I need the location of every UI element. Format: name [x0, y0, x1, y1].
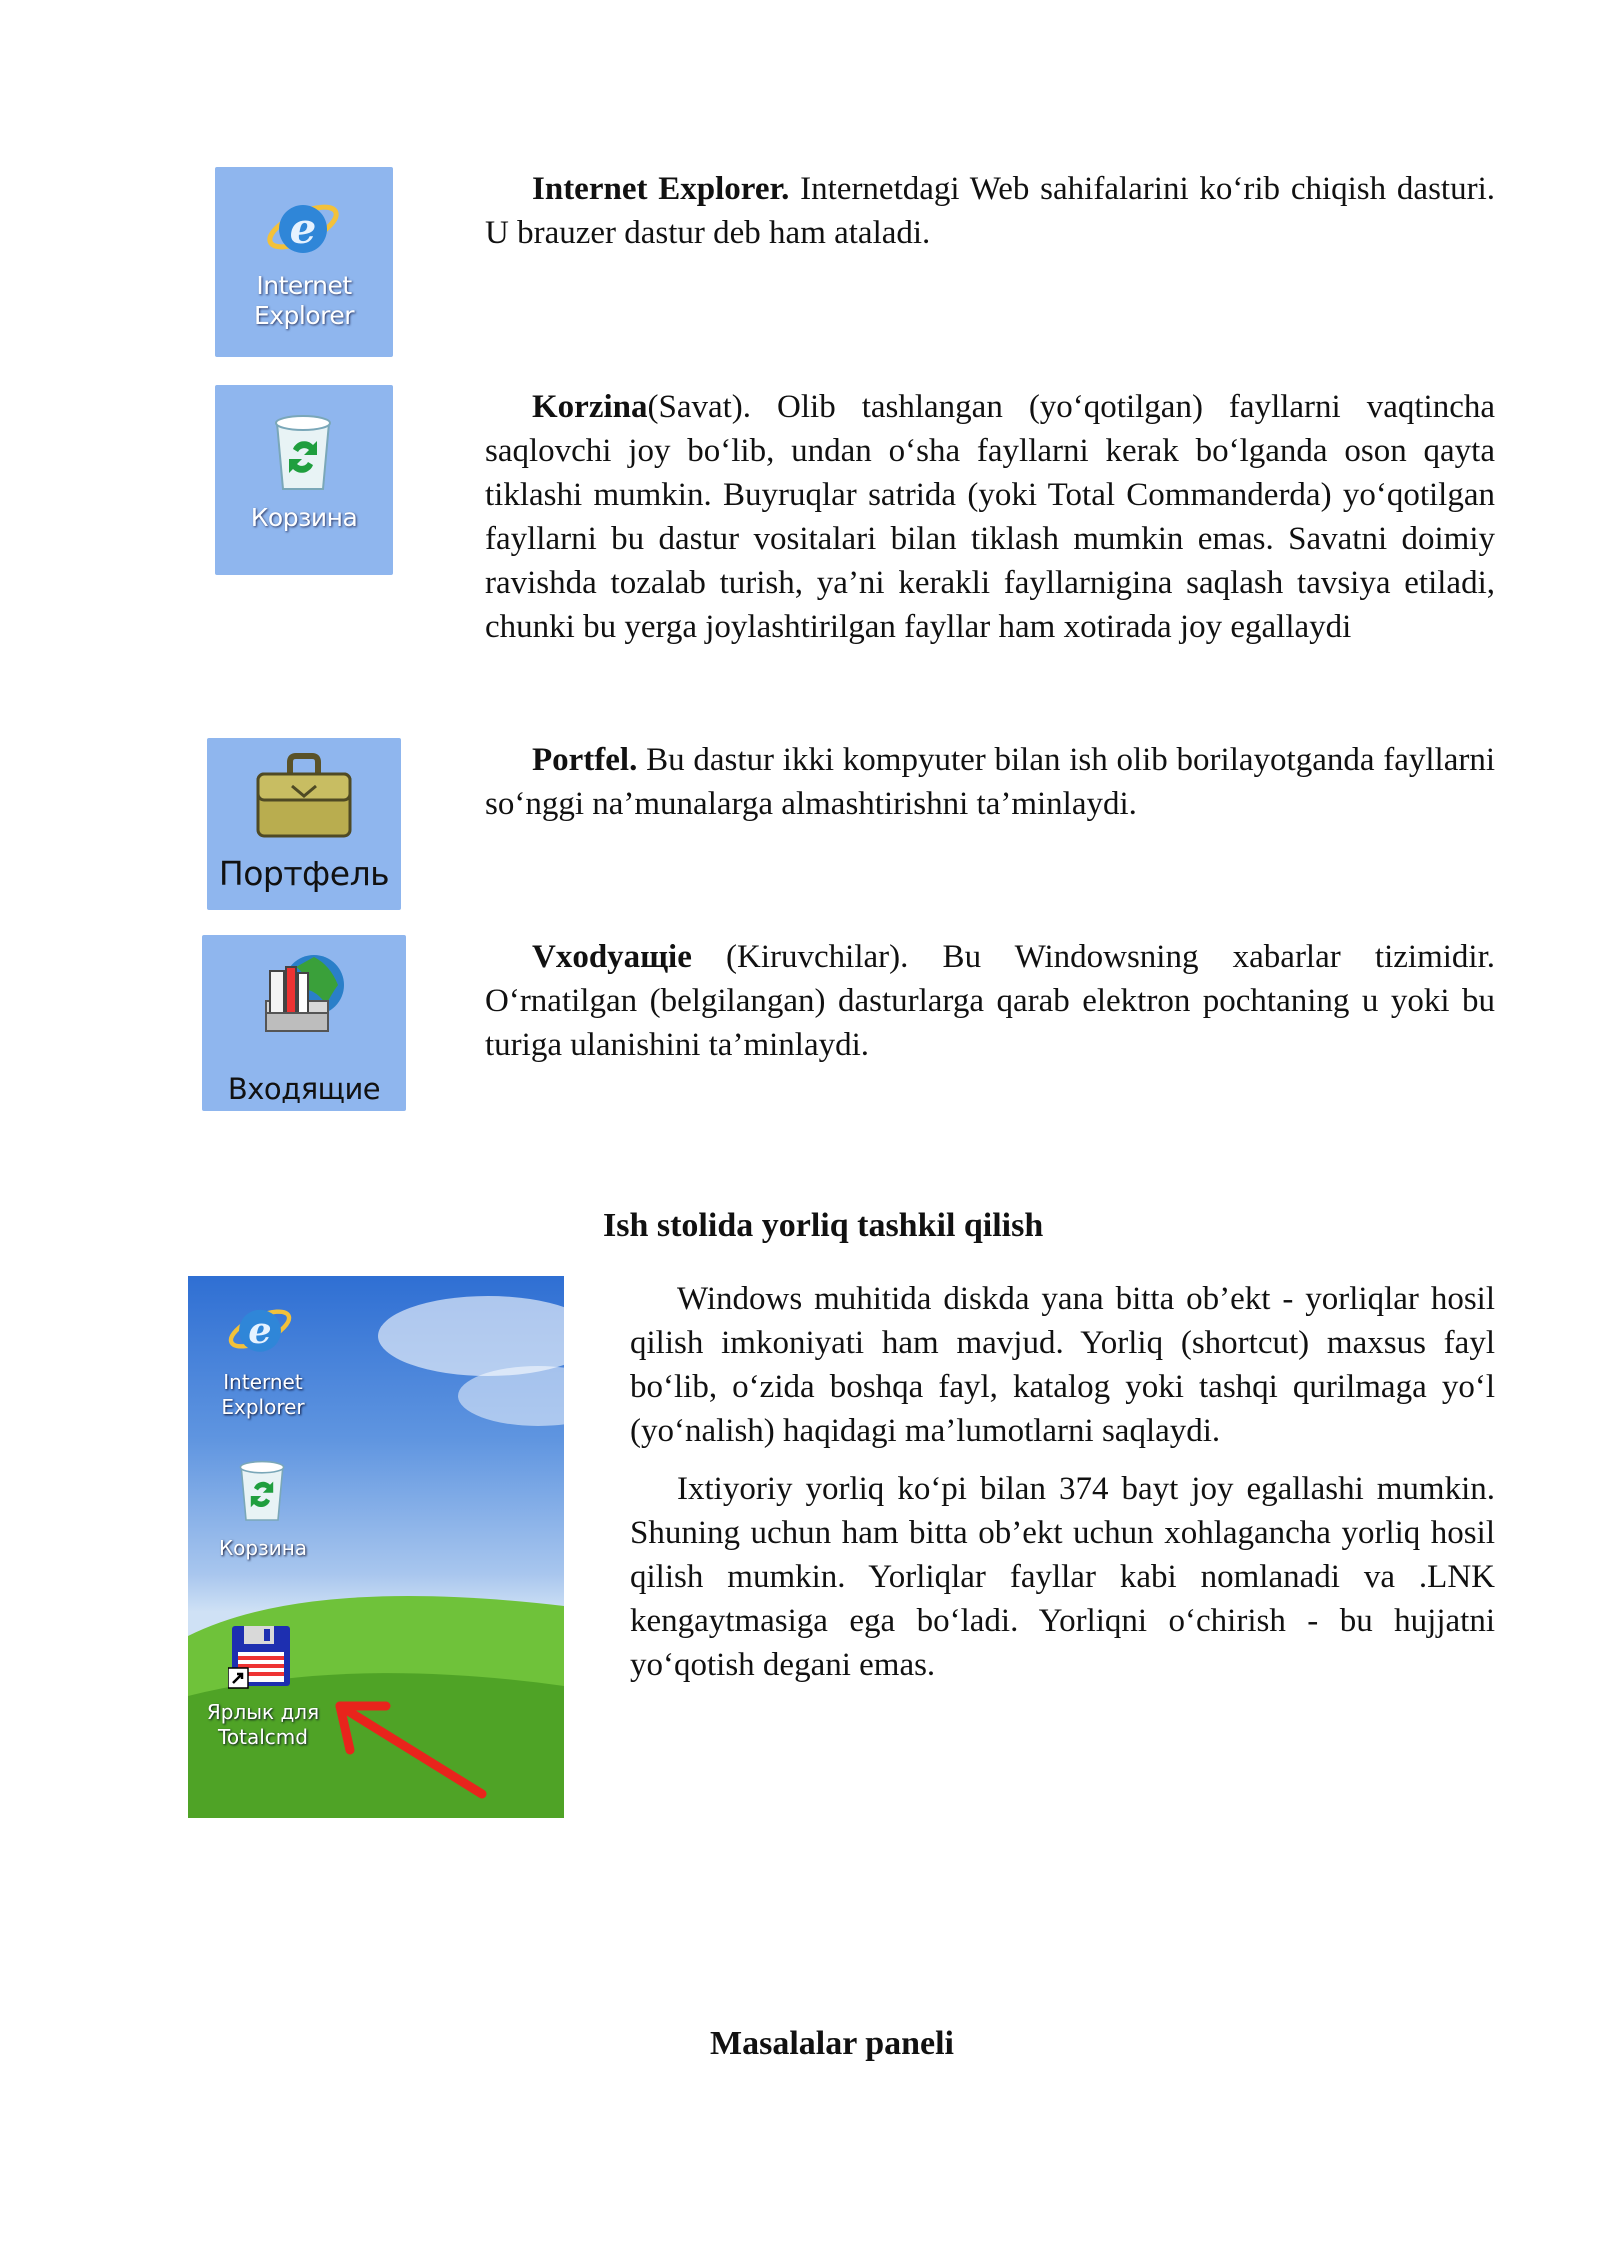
svg-text:e: e [248, 1308, 272, 1352]
briefcase-icon [252, 752, 356, 842]
briefcase-icon-tile [207, 738, 401, 910]
korzina-title: Korzina [532, 389, 648, 425]
portfel-title: Portfel. [532, 742, 638, 778]
ie-description [485, 167, 1495, 255]
ie-icon-label-line1: Internet [256, 271, 352, 300]
desktop-recycle-bin-label: Корзина [218, 1536, 308, 1560]
ie-title: Internet Explorer. [532, 171, 790, 207]
desktop-screenshot [188, 1276, 564, 1818]
desktop-totalcmd-label-line2: Totalcmd [218, 1725, 308, 1749]
recycle-bin-icon-tile [215, 385, 393, 575]
internet-explorer-icon [263, 187, 343, 267]
shortcut-paragraph-2: Ixtiyoriy yorliq ko‘pi bilan 374 bayt joy egallashi mumkin. Shuning uchun ham bitta ob’ekt uchun xohlagancha yorliq hosil qilish mumkin. Yorliqlar fayllar kabi nomlanadi va .LNK kengaytmasiga ega bo‘ladi. Yorliqni o‘chirish - bu hujjatni yo‘qotish degani emas. [630, 1471, 1495, 1683]
desktop-ie-label-line1: Internet [223, 1370, 303, 1394]
portfel-body: Bu dastur ikki kompyuter bilan ish olib borilayotganda fayllarni so‘nggi na’munalarga almashtirishni ta’minlaydi. [485, 742, 1495, 822]
inbox-icon-tile [202, 935, 406, 1111]
internet-explorer-icon-tile [215, 167, 393, 357]
korzina-body: (Savat). Olib tashlangan (yo‘qotilgan) fayllarni vaqtincha saqlovchi joy bo‘lib, undan o‘sha fayllarni kerak bo‘lganda oson qayta tiklashi mumkin. Buyruqlar satrida (yoki Total Commanderda) yo‘qotilgan fayllarni bu dastur vositalari bilan tiklash mumkin emas. Savatni doimiy ravishda tozalab turish, ya’ni kerakli fayllarnigina saqlash tavsiya etiladi, chunki bu yerga joylashtirilgan fayllar ham xotirada joy egallaydi [485, 389, 1495, 645]
inbox-icon [256, 945, 356, 1045]
shortcut-description [630, 1277, 1495, 1687]
masalalar-paneli-heading: Masalalar paneli [710, 2025, 954, 2062]
recycle-bin-icon [263, 409, 343, 499]
ie-icon-label-line2: Explorer [253, 301, 355, 330]
briefcase-icon-label: Портфель [218, 854, 390, 893]
ie-body: Internetdagi Web sahifalarini ko‘rib chiqish dasturi. U brauzer dastur deb ham ataladi. [485, 171, 1495, 251]
vxodyashie-description [485, 935, 1495, 1067]
portfel-description [485, 738, 1495, 826]
vxodyashie-title: Vxodyaщie [532, 939, 692, 975]
desktop-totalcmd-shortcut-icon[interactable] [228, 1624, 294, 1690]
desktop-totalcmd-label-line1: Ярлык для [206, 1700, 320, 1724]
red-pointer-arrow [316, 1676, 516, 1816]
shortcut-section-heading: Ish stolida yorliq tashkil qilish [603, 1207, 1044, 1244]
desktop-recycle-bin-icon[interactable] [230, 1456, 294, 1528]
desktop-ie-label-line2: Explorer [221, 1395, 305, 1419]
shortcut-paragraph-1: Windows muhitida diskda yana bitta ob’ekt - yorliqlar hosil qilish imkoniyati ham mavjud. Yorliq (shortcut) maxsus fayl bo‘lib, o‘zida boshqa fayl, katalog yoki tashqi qurilmaga yo‘l (yo‘nalish) haqidagi ma’lumotlarni saqlaydi. [630, 1281, 1495, 1449]
inbox-icon-label: Входящие [227, 1072, 381, 1106]
recycle-bin-icon-label: Корзина [250, 503, 358, 532]
desktop-internet-explorer-icon[interactable] [225, 1294, 295, 1364]
vxodyashie-body: (Kiruvchilar). Bu Windowsning xabarlar tizimidir. O‘rnatilgan (belgilangan) dasturlarga qarab elektron pochtaning u yoki bu turiga ulanishini ta’minlaydi. [485, 939, 1495, 1063]
svg-text:e: e [289, 204, 317, 253]
korzina-description [485, 385, 1495, 649]
